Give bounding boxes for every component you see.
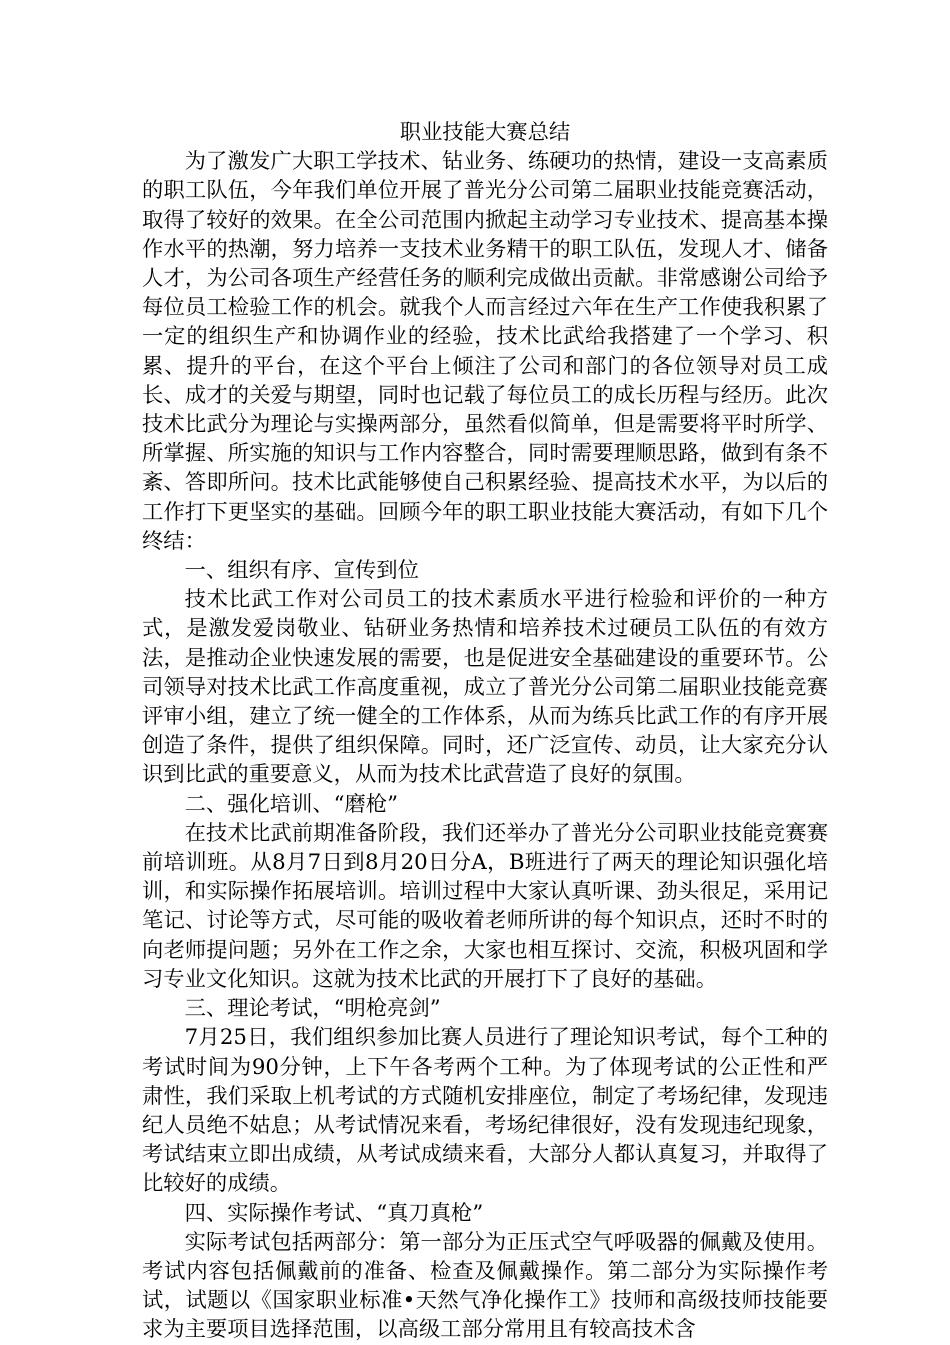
intro-paragraph: 为了激发广大职工学技术、钻业务、练硬功的热情，建设一支高素质的职工队伍，今年我们单位开展了普光分公司第二届职业技能竞赛活动，取得了较好的效果。在全公司范围内掀起主动学习专业技术、提高基本操作水平的热潮，努力培养一支技术业务精干的职工队伍，发现人才、储备人才，为公司各项生产经营任务的顺利完成做出贡献。非常感谢公司给予每位员工检验工作的机会。就我个人而言经过六年在生产工作使我积累了一定的组织生产和协调作业的经验，技术比武给我搭建了一个学习、积累、提升的平台，在这个平台上倾注了公司和部门的各位领导对员工成长、成才的关爱与期望，同时也记载了每位员工的成长历程与经历。此次技术比武分为理论与实操两部分，虽然看似简单，但是需要将平时所学、所掌握、所实施的知识与工作内容整合，同时需要理顺思路，做到有条不紊、答即所问。技术比武能够使自己积累经验、提高技术水平，为以后的工作打下更坚实的基础。回顾今年的职工职业技能大赛活动，有如下几个终结： [142,149,828,554]
section-heading-4: 四、实际操作考试、“真刀真枪” [184,1200,484,1226]
section-body-1: 技术比武工作对公司员工的技术素质水平进行检验和评价的一种方式，是激发爱岗敬业、钻研业务热情和培养技术过硬员工队伍的有效方法，是推动企业快速发展的需要，也是促进安全基础建设的重要环节。公司领导对技术比武工作高度重视，成立了普光分公司第二届职业技能竞赛评审小组，建立了统一健全的工作体系，从而为练兵比武工作的有序开展创造了条件，提供了组织保障。同时，还广泛宣传、动员，让大家充分认识到比武的重要意义，从而为技术比武营造了良好的氛围。 [142,587,828,788]
document-page [142,118,828,1345]
section-body-3: 7月25日，我们组织参加比赛人员进行了理论知识考试，每个工种的考试时间为90分钟，上下午各考两个工种。为了体现考试的公正性和严肃性，我们采取上机考试的方式随机安排座位，制定了考场纪律，发现违纪人员绝不姑息；从考试情况来看，考场纪律很好，没有发现违纪现象，考试结束立即出成绩，从考试成绩来看，大部分人都认真复习，并取得了比较好的成绩。 [142,1025,828,1197]
document-title: 职业技能大赛总结 [399,120,571,145]
section-body-2: 在技术比武前期准备阶段，我们还举办了普光分公司职业技能竞赛赛前培训班。从8月7日到8月20日分A，B班进行了两天的理论知识强化培训，和实际操作拓展培训。培训过程中大家认真听课、劲头很足，采用记笔记、讨论等方式，尽可能的吸收着老师所讲的每个知识点，还时不时的向老师提问题；另外在工作之余，大家也相互探讨、交流，积极巩固和学习专业文化知识。这就为技术比武的开展打下了良好的基础。 [142,820,828,992]
section-heading-1: 一、组织有序、宣传到位 [184,558,419,584]
section-heading-2: 二、强化培训、“磨枪” [184,791,399,817]
section-body-4: 实际考试包括两部分：第一部分为正压式空气呼吸器的佩戴及使用。考试内容包括佩戴前的准备、检查及佩戴操作。第二部分为实际操作考试，试题以《国家职业标准•天然气净化操作工》技师和高级技师技能要求为主要项目选择范围，以高级工部分常用且有较高技术含 [142,1229,828,1343]
section-heading-3: 三、理论考试，“明枪亮剑” [184,996,441,1022]
